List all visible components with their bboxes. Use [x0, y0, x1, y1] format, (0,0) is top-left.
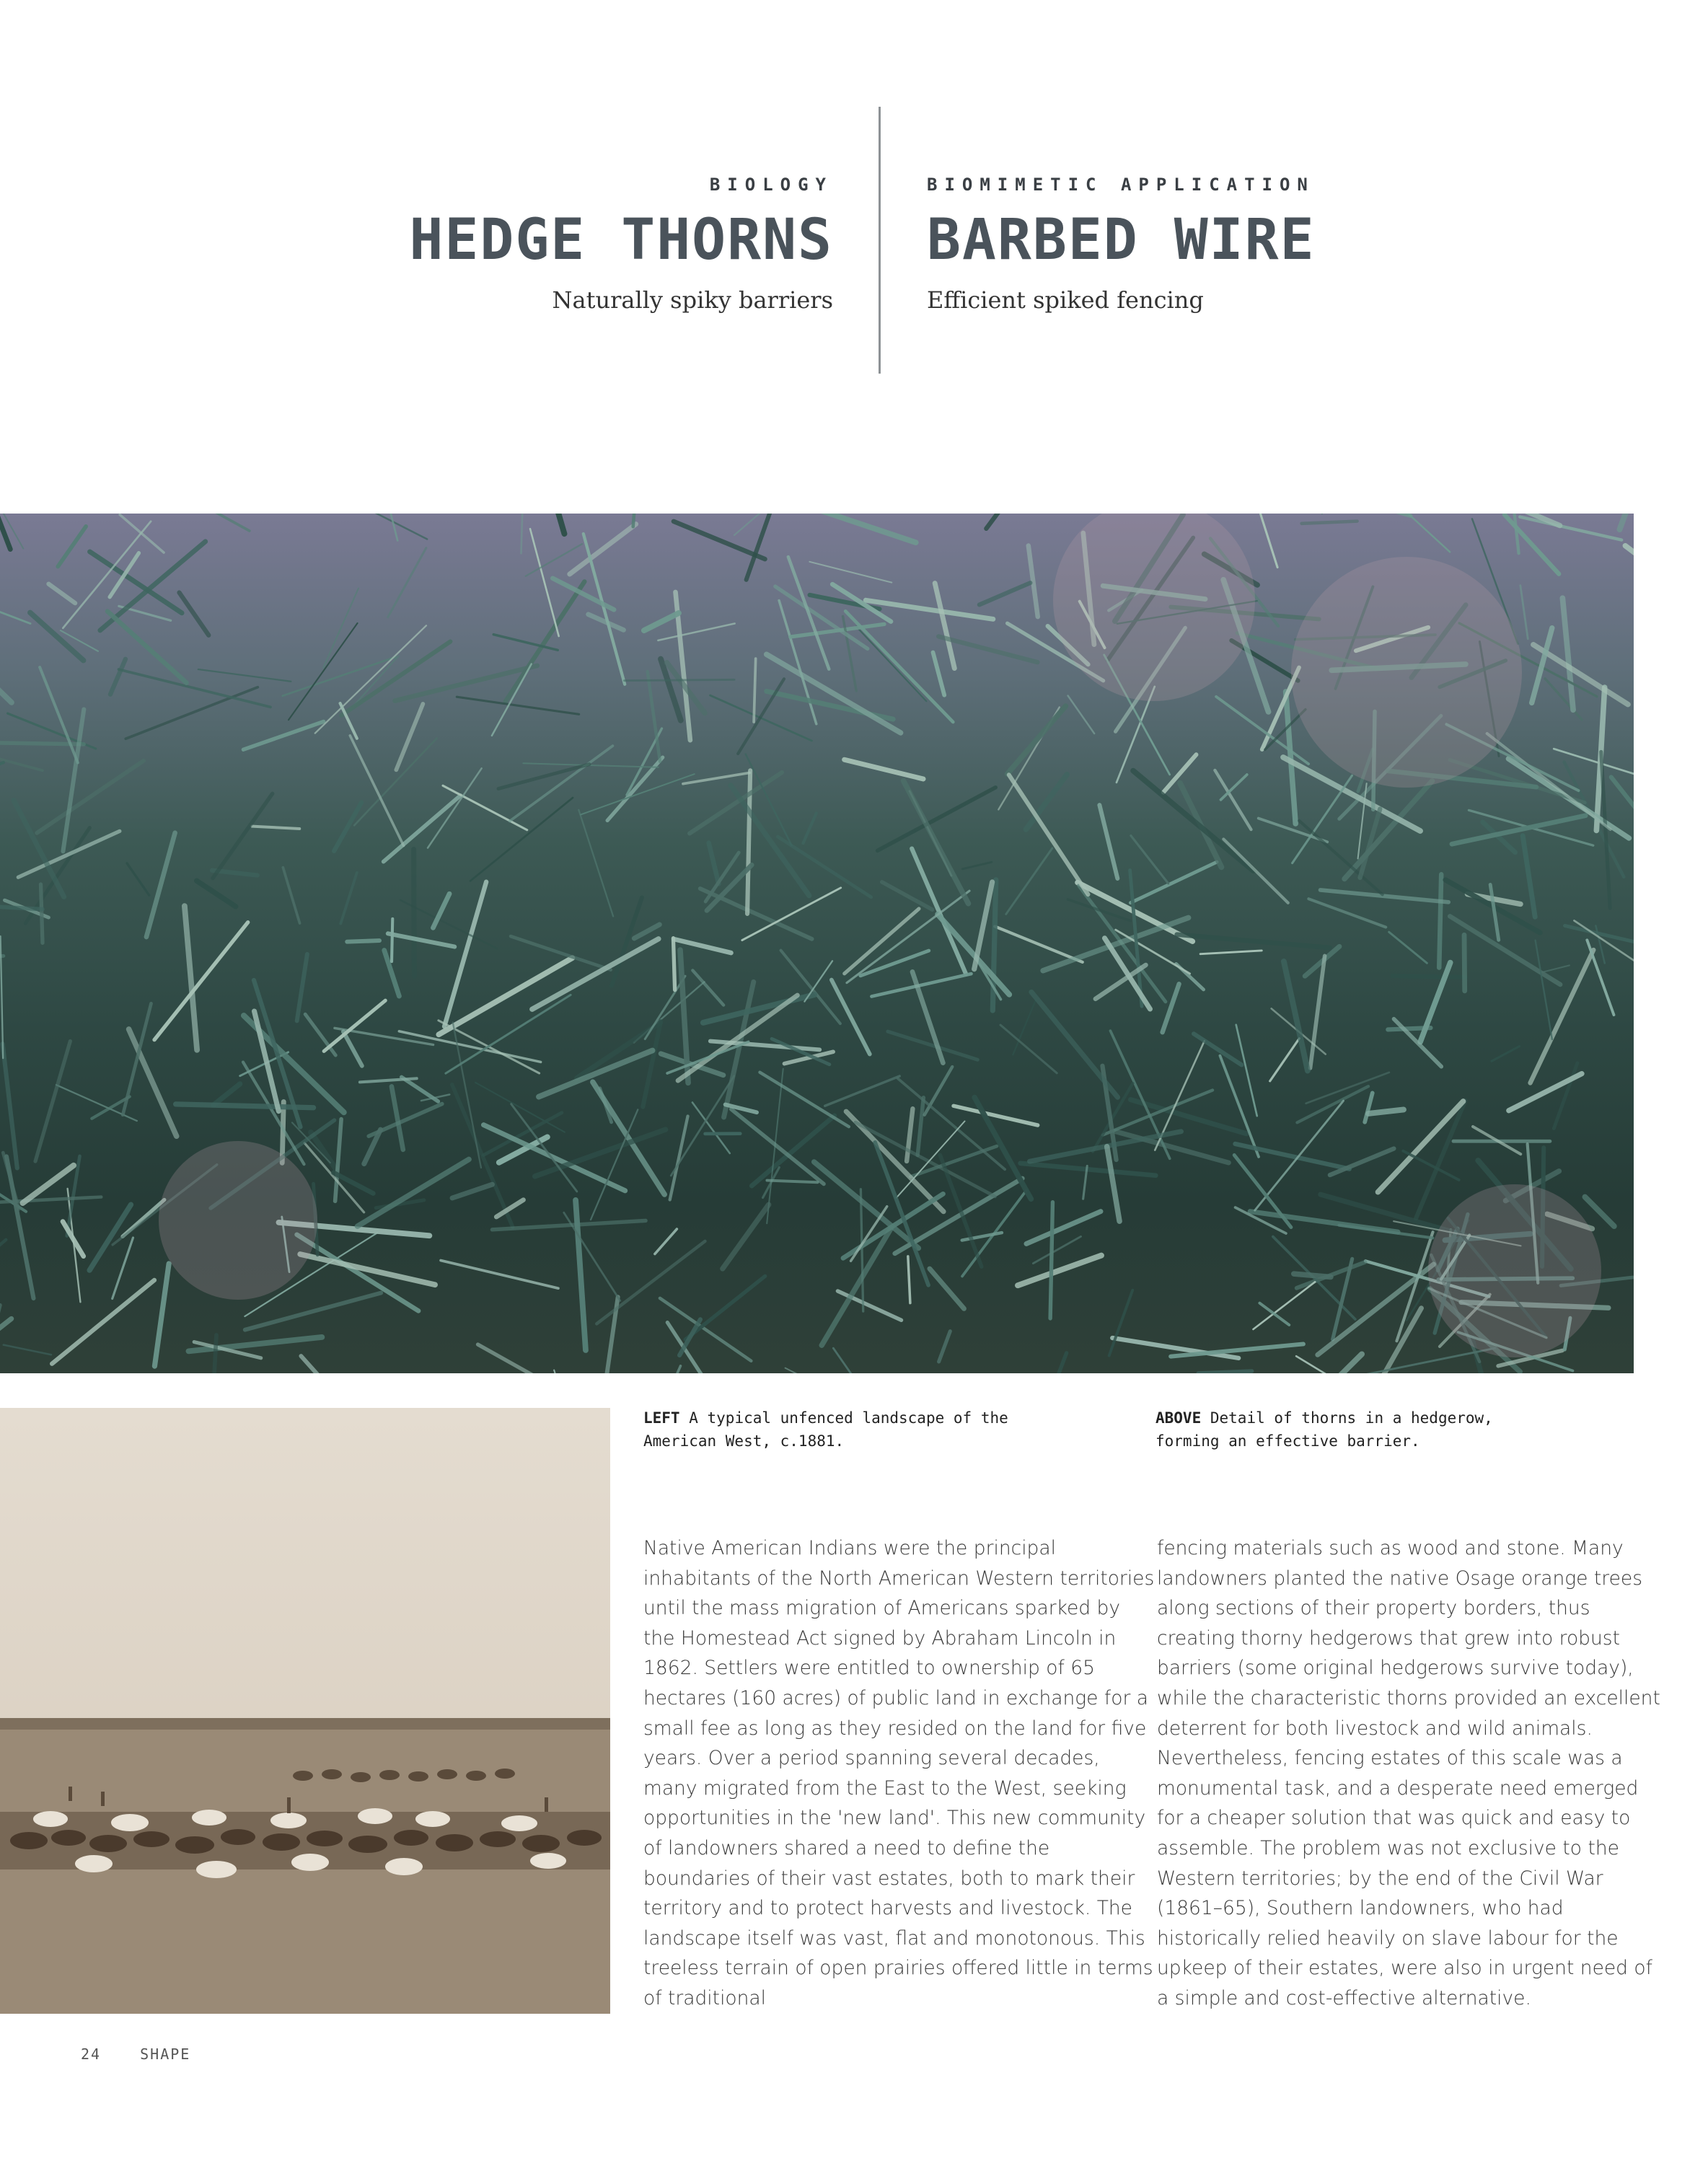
thorn-branch: [1000, 1025, 1057, 1073]
thorn-branch: [1234, 1155, 1291, 1227]
page-number: 24: [81, 2045, 102, 2063]
thorn-branch: [1532, 628, 1552, 703]
thorn-branch: [1308, 899, 1386, 927]
thorn-branch: [634, 925, 659, 938]
thorn-branch: [126, 687, 257, 739]
caption-left: [643, 1406, 1018, 1453]
thorn-branch: [444, 882, 486, 1026]
thorn-branch: [457, 697, 578, 714]
thorn-branch: [498, 765, 589, 789]
thorn-branch: [1339, 1225, 1433, 1238]
thorn-branch: [986, 514, 1075, 529]
header-divider: [879, 107, 881, 374]
thorn-branch: [644, 613, 679, 630]
thorn-branch: [40, 667, 78, 762]
hedge-thorns-illustration: [0, 514, 1634, 1373]
thorn-branch: [882, 882, 933, 910]
thorn-branch: [113, 1238, 133, 1298]
thorn-branch: [1223, 839, 1287, 902]
thorn-branch: [1321, 890, 1449, 902]
thorn-branch: [930, 1269, 964, 1308]
thorn-branch: [341, 641, 450, 715]
section-name: SHAPE: [140, 2045, 191, 2063]
thorn-branch: [1416, 1101, 1465, 1218]
thorn-branch: [860, 951, 929, 976]
thorn-branch: [252, 827, 300, 829]
thorn-branch: [1365, 1308, 1421, 1373]
thorn-branch: [754, 659, 756, 722]
thorn-branch: [1022, 1353, 1067, 1373]
thorn-branch: [1009, 775, 1088, 894]
thorn-branch: [1601, 752, 1610, 908]
thorn-branch: [0, 586, 30, 623]
thorn-branch: [48, 584, 75, 604]
thorn-branch: [1464, 935, 1465, 991]
thorn-branch: [624, 679, 734, 680]
thorn-branch: [388, 933, 454, 946]
thorn-branch: [1292, 1354, 1362, 1373]
thorn-branch: [1619, 514, 1634, 529]
thorn-branch: [58, 527, 86, 567]
thorn-branch: [52, 1280, 154, 1364]
blur-highlight: [1291, 557, 1522, 788]
thorn-branch: [354, 739, 436, 826]
thorn-branch: [530, 529, 559, 636]
thorn-branch: [396, 704, 423, 770]
thorn-branch: [1131, 836, 1168, 884]
thorn-branch: [655, 1229, 677, 1254]
thorn-branch: [1540, 965, 1570, 972]
thorn-branch: [1306, 1073, 1389, 1104]
thorn-branch: [110, 553, 138, 597]
thorn-branch: [678, 995, 798, 1080]
thorn-branch: [209, 1335, 216, 1373]
thorn-branch: [335, 1119, 341, 1202]
thorn-branch: [1033, 1236, 1080, 1263]
thorn-branch: [674, 521, 765, 559]
thorn-branch: [648, 671, 660, 762]
thorn-branch: [1297, 1086, 1368, 1122]
thorn-branch: [0, 762, 4, 779]
thorn-branch: [392, 1086, 403, 1150]
thorn-branch: [289, 623, 358, 720]
application-heading-block: [927, 172, 1316, 314]
caption-above-text: Detail of thorns in a hedgerow, forming an effective barrier.: [1155, 1409, 1493, 1450]
thorn-branch: [670, 1116, 688, 1199]
thorn-branch: [1452, 816, 1585, 844]
thorn-branch: [723, 1204, 769, 1269]
thorn-branch: [775, 514, 916, 542]
thorn-branch: [185, 906, 197, 1050]
thorn-branch: [146, 833, 175, 937]
thorn-branch: [1520, 517, 1621, 540]
thorn-branch: [35, 1041, 70, 1162]
biology-title: HEDGE THORNS: [409, 208, 833, 273]
caption-above-label: ABOVE: [1155, 1409, 1202, 1427]
biology-heading-block: [409, 172, 833, 314]
thorn-branch: [334, 802, 361, 850]
thorn-branch: [470, 798, 573, 881]
thorn-branch: [110, 659, 126, 695]
application-title: BARBED WIRE: [927, 208, 1316, 273]
thorn-branch: [441, 1261, 558, 1289]
thorn-branch: [388, 548, 426, 617]
thorn-branch: [1050, 1202, 1052, 1318]
thorn-branch: [305, 1014, 335, 1055]
blur-highlight: [1053, 514, 1255, 701]
thorn-branch: [667, 1323, 736, 1373]
thorn-branch: [709, 843, 719, 884]
thorn-branch: [1007, 706, 1065, 774]
thorn-branch: [198, 669, 291, 682]
thorn-branch: [0, 1240, 6, 1277]
thorn-branch: [809, 562, 892, 583]
thorn-branch: [1177, 935, 1330, 948]
thorn-branch: [814, 1162, 919, 1248]
thorn-branch: [127, 863, 149, 895]
thorn-branch: [1587, 940, 1614, 1015]
thorn-branch: [822, 1228, 891, 1345]
thorn-branch: [832, 980, 870, 1054]
thorn-branch: [0, 514, 10, 549]
thorn-branch: [933, 652, 944, 695]
thorn-branch: [123, 1003, 151, 1114]
thorn-branch: [554, 1370, 567, 1373]
thorn-branch: [1255, 1101, 1344, 1210]
caption-above: [1155, 1406, 1531, 1453]
thorn-branch: [414, 849, 415, 976]
thorn-branch: [673, 938, 674, 990]
thorn-branch: [1026, 775, 1067, 829]
thorn-branch: [343, 1031, 362, 1065]
thorn-branch: [1378, 1101, 1463, 1192]
thorn-branch: [478, 1344, 592, 1373]
thorn-branch: [1318, 1264, 1434, 1355]
thorn-branch: [1509, 1074, 1582, 1111]
thorn-branch: [980, 583, 1031, 604]
thorn-branch: [667, 1366, 681, 1373]
thorn-branch: [1389, 932, 1427, 963]
thorn-branch: [1200, 951, 1262, 954]
thorn-branch: [0, 756, 43, 770]
thorn-branch: [845, 909, 919, 974]
thorn-branch: [544, 514, 564, 534]
american-west-landscape-photo: [0, 1408, 610, 2014]
thorn-branch: [1365, 1093, 1373, 1122]
thorn-branch: [912, 972, 943, 1062]
thorn-branch: [213, 793, 273, 878]
thorn-branch: [1043, 917, 1189, 970]
thorn-branch: [1439, 874, 1441, 967]
thorn-branch: [1562, 598, 1573, 710]
biology-kicker: BIOLOGY: [709, 175, 833, 195]
thorn-branch: [825, 1076, 899, 1106]
thorn-branch: [581, 774, 695, 814]
thorn-branch: [297, 954, 307, 1021]
thorn-branch: [700, 889, 812, 939]
thorn-branch: [0, 623, 12, 703]
blur-highlight: [1428, 1184, 1601, 1357]
thorn-branch: [510, 746, 613, 821]
thorn-branch: [1293, 775, 1352, 863]
thorn-branch: [1018, 1256, 1101, 1286]
thorn-branch: [303, 514, 427, 540]
thorn-branch: [1021, 1163, 1156, 1176]
thorn-branch: [14, 801, 64, 897]
thorn-branch: [402, 1077, 439, 1101]
thorn-branch: [1163, 984, 1179, 1032]
thorn-branch: [752, 1116, 835, 1186]
body-text-column-1: Native American Indians were the principal inhabitants of the North American Western territories until the mass migration of Americans sparked by the Homestead Act signed by Abraham Lincoln in 1862. Settlers were entitled to ownership of 65 hectares (160 acres) of public land in exchange for a small fee as long as they resided on the land for five years. Over a period spanning several decades, many migrated from the East to the West, seeking opportunities in the 'new land'. This new community of landowners shared a need to define the boundaries of their vast estates, both to mark their territory and to protect harvests and livestock. The landscape itself was vast, flat and monotonous. This treeless terrain of open prairies offered little in terms of traditional: [643, 1537, 1155, 2009]
thorn-branch: [760, 1073, 849, 1127]
biology-subtitle: Naturally spiky barriers: [552, 286, 833, 314]
thorn-branch: [1026, 1212, 1101, 1244]
thorn-branch: [939, 1331, 951, 1362]
body-text-column-2: fencing materials such as wood and stone. Many landowners planted the native Osage orange trees along sections of their property borders, thus creating thorny hedgerows that grew into robust barriers (some original hedgerows survive today), while the characteristic thorns provided an excellent deterrent for both livestock and wild animals. Nevertheless, fencing estates of this scale was a monumental task, and a desperate need emerged for a cheaper solution that was quick and easy to assemble. The problem was not exclusive to the Western territories; by the end of the Civil War (1861–65), Southern landowners, who had historically relied heavily on slave labour for the upkeep of their estates, were also in urgent need of a simple and cost-effective alternative.: [1157, 1537, 1660, 2009]
thorn-branch: [1220, 1056, 1259, 1157]
thorn-branch: [1198, 1371, 1251, 1373]
thorn-branch: [803, 813, 816, 843]
thorn-branch: [1006, 848, 1052, 914]
thorn-branch: [63, 1222, 84, 1256]
thorn-branch: [4, 1345, 51, 1355]
thorn-branch: [974, 1098, 1031, 1199]
thorn-branch: [41, 884, 43, 943]
thorn-branch: [645, 976, 685, 1039]
thorn-branch: [324, 1000, 385, 1051]
thorn-branch: [1611, 777, 1634, 868]
application-kicker: BIOMIMETIC APPLICATION: [927, 175, 1315, 195]
thorn-branch: [612, 897, 642, 986]
landscape-illustration: [0, 1408, 610, 2014]
thorn-branch: [214, 1084, 240, 1105]
thorn-branch: [243, 721, 323, 749]
thorn-branch: [1368, 1109, 1404, 1114]
thorn-branch: [154, 922, 248, 1040]
thorn-branch: [1520, 586, 1528, 639]
thorn-branch: [954, 1106, 1038, 1125]
thorn-branch: [1302, 521, 1357, 524]
thorn-branch: [1625, 546, 1634, 588]
thorn-branch: [679, 1319, 700, 1355]
thorn-branch: [350, 736, 403, 846]
thorn-branch: [37, 761, 144, 833]
thorn-branch: [283, 868, 299, 923]
thorn-branch: [597, 1241, 705, 1324]
thorn-branch: [1099, 805, 1117, 878]
thorn-branch: [584, 534, 625, 684]
blur-highlight: [159, 1141, 317, 1300]
thorn-branch: [1321, 514, 1410, 516]
thorn-branch: [593, 1082, 664, 1194]
thorn-branch: [747, 514, 784, 580]
thorn-branch: [671, 1076, 734, 1176]
thorn-branch: [738, 679, 784, 754]
thorn-branch: [591, 1109, 638, 1220]
thorn-branch: [578, 810, 613, 917]
page-footer: [81, 2045, 219, 2063]
application-subtitle: Efficient spiked fencing: [927, 286, 1204, 314]
thorn-branch: [917, 1098, 923, 1155]
thorn-branch: [1436, 514, 1560, 526]
thorn-branch: [1490, 884, 1499, 940]
thorn-branch: [1554, 1063, 1577, 1129]
thorn-branch: [974, 882, 992, 969]
thorn-branch: [935, 583, 954, 669]
thorn-branch: [855, 1122, 995, 1197]
thorn-branch: [171, 514, 250, 531]
thorn-branch: [1523, 836, 1535, 917]
thorn-branch: [1216, 697, 1308, 764]
thorn-branch: [30, 612, 84, 660]
thorn-branch: [940, 1155, 981, 1267]
thorn-branch: [658, 623, 734, 640]
thorn-branch: [340, 873, 357, 924]
thorn-branch: [0, 1318, 12, 1344]
thorn-branch: [347, 941, 379, 942]
thorn-branch: [995, 926, 1083, 961]
thorn-branch: [570, 524, 636, 574]
thorn-branch: [1536, 941, 1552, 1039]
thorn-branch: [767, 1181, 817, 1183]
thorn-branch: [1492, 1047, 1520, 1062]
thorn-branch: [904, 781, 969, 904]
thorn-branch: [1403, 1151, 1458, 1180]
thorn-branch: [197, 881, 236, 907]
thorn-branch: [154, 1264, 169, 1366]
thorn-branch: [1031, 992, 1118, 1097]
hedge-thorns-photo: [0, 514, 1634, 1373]
thorn-branch: [1294, 1274, 1331, 1277]
thorn-branch: [746, 754, 792, 845]
thorn-branch: [301, 1356, 366, 1373]
thorn-branch: [1396, 514, 1450, 552]
thorn-branch: [1595, 925, 1604, 963]
caption-left-label: LEFT: [643, 1409, 680, 1427]
thorn-branch: [860, 1189, 863, 1311]
thorn-branch: [1330, 1148, 1394, 1175]
thorn-branch: [245, 1293, 382, 1330]
thorn-branch: [176, 1104, 314, 1108]
thorn-branch: [925, 1067, 953, 1115]
thorn-branch: [452, 1184, 492, 1198]
thorn-branch: [521, 514, 523, 553]
thorn-branch: [962, 862, 992, 869]
thorn-branch: [685, 1276, 765, 1339]
thorn-branch: [1392, 976, 1466, 977]
thorn-branch: [1585, 1197, 1614, 1227]
thorn-branch: [845, 759, 923, 779]
thorn-branch: [1394, 1019, 1441, 1067]
thorn-branch: [1299, 821, 1383, 894]
thorn-branch: [833, 1348, 888, 1373]
thorn-branch: [1270, 1039, 1300, 1081]
thorn-branch: [3, 1044, 17, 1168]
thorn-branch: [734, 514, 820, 535]
thorn-branch: [1068, 696, 1095, 734]
thorn-branch: [1109, 1290, 1133, 1356]
thorn-branch: [908, 1256, 910, 1303]
thorn-branch: [856, 627, 926, 702]
thorn-branch: [1130, 862, 1217, 903]
thorn-branch: [428, 768, 482, 847]
thorn-branch: [1115, 1132, 1228, 1163]
caption-left-text: A typical unfenced landscape of the American West, c.1881.: [643, 1409, 1008, 1450]
thorn-branch: [452, 1085, 513, 1227]
